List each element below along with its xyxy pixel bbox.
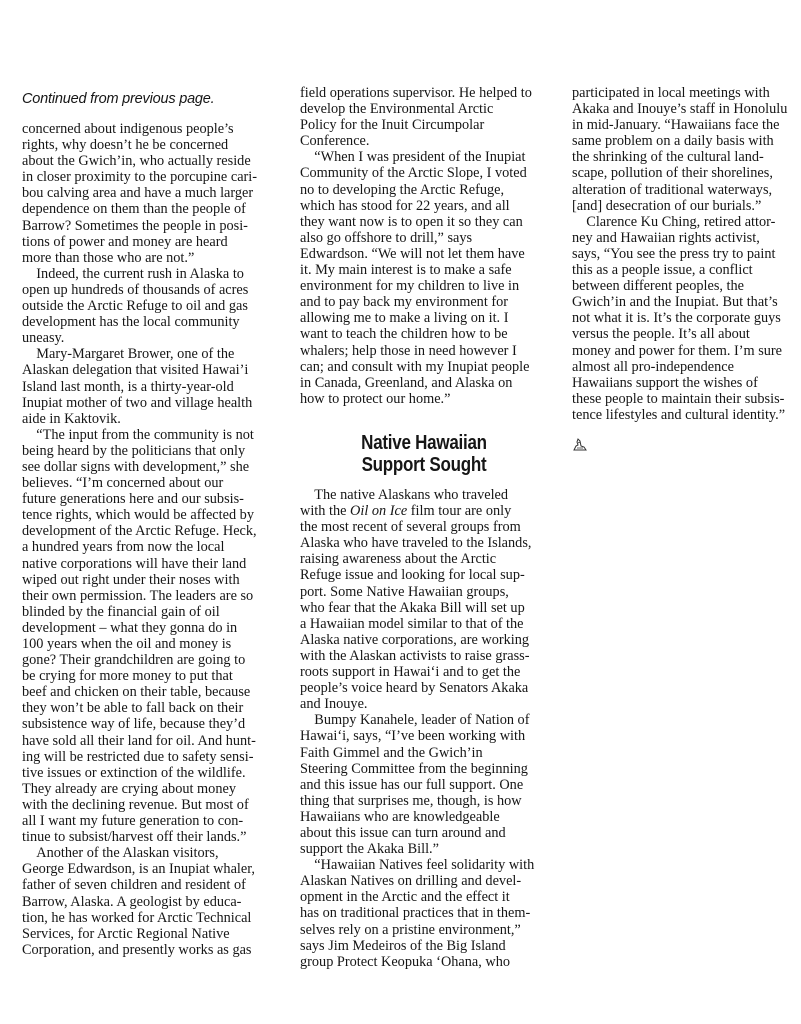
text-line: tinue to subsist/harvest off their lands.” bbox=[22, 829, 247, 846]
text-line: how to protect our home.” bbox=[300, 390, 451, 407]
text-line: with the Alaskan activists to raise grass- bbox=[300, 647, 530, 664]
text-line: They already are crying about money bbox=[22, 780, 236, 797]
text-line: it. My main interest is to make a safe bbox=[300, 262, 512, 279]
text-line: open up hundreds of thousands of acres bbox=[22, 281, 249, 298]
text-line: tion, he has worked for Arctic Technical bbox=[22, 909, 252, 926]
text-line: ney and Hawaiian rights activist, bbox=[572, 229, 760, 246]
continued-label: Continued from previous page. bbox=[22, 91, 215, 107]
text-line: the most recent of several groups from bbox=[300, 519, 521, 536]
text-line: all I want my future generation to con- bbox=[22, 813, 244, 830]
text-line: “When I was president of the Inupiat bbox=[300, 149, 526, 166]
text-line: Services, for Arctic Regional Native bbox=[22, 925, 230, 942]
text-line: not what it is. It’s the corporate guys bbox=[572, 310, 781, 327]
column-2-lower bbox=[300, 487, 548, 970]
text-line: Hawaiians who are knowledgeable bbox=[300, 808, 500, 825]
text-line: environment for my children to live in bbox=[300, 278, 520, 295]
text-line: “Hawaiian Natives feel solidarity with bbox=[300, 857, 535, 874]
text-line: gone? Their grandchildren are going to bbox=[22, 652, 246, 669]
column-3 bbox=[572, 85, 794, 423]
film-line bbox=[300, 503, 548, 519]
text-line: and this issue has our full support. One bbox=[300, 776, 524, 793]
column-2 bbox=[300, 85, 548, 407]
text-line: aide in Kaktovik. bbox=[22, 410, 121, 427]
text-line: they won’t be able to fall back on their bbox=[22, 700, 244, 717]
text-line: future generations here and our subsis- bbox=[22, 491, 244, 508]
text-line: same problem on a daily basis with bbox=[572, 133, 774, 150]
section-heading-line-1: Native Hawaiian bbox=[361, 432, 487, 454]
text-line: [and] desecration of our burials.” bbox=[572, 197, 762, 214]
text-line: Alaska who have traveled to the Islands, bbox=[300, 535, 532, 552]
text-line: 100 years when the oil and money is bbox=[22, 636, 232, 652]
text-line: dependence on them than the people of bbox=[22, 201, 246, 218]
text-line: a hundred years from now the local bbox=[22, 539, 225, 556]
text-line: ing will be restricted due to safety sensi- bbox=[22, 748, 254, 765]
section-heading bbox=[319, 432, 530, 476]
text-line: which has stood for 22 years, and all bbox=[300, 197, 510, 214]
text-line: can; and consult with my Inupiat people bbox=[300, 358, 530, 375]
text-line: father of seven children and resident of bbox=[22, 877, 246, 894]
text-line: Policy for the Inuit Circumpolar bbox=[300, 117, 485, 134]
text-line: participated in local meetings with bbox=[572, 85, 770, 101]
text-line: about this issue can turn around and bbox=[300, 824, 506, 841]
text-line: rights, why doesn’t he be concerned bbox=[22, 137, 229, 154]
text-line: Alaska native corporations, are working bbox=[300, 631, 530, 648]
text-line: about the Gwich’in, who actually reside bbox=[22, 153, 251, 170]
text-line: a Hawaiian model similar to that of the bbox=[300, 615, 524, 632]
text-line: in Canada, Greenland, and Alaska on bbox=[300, 374, 513, 391]
text-line: tions of power and money are heard bbox=[22, 233, 228, 250]
text-line: development has the local community bbox=[22, 314, 240, 331]
text-line: development of the Arctic Refuge. Heck, bbox=[22, 523, 257, 540]
text-line: Gwich’in and the Inupiat. But that’s bbox=[572, 294, 778, 311]
text-line: raising awareness about the Arctic bbox=[300, 551, 497, 568]
text-line: almost all pro-independence bbox=[572, 358, 734, 375]
text-line: development – what they gonna do in bbox=[22, 619, 238, 636]
text-line: these people to maintain their subsis- bbox=[572, 390, 785, 407]
text-line: native corporations will have their land bbox=[22, 555, 247, 572]
text-line: George Edwardson, is an Inupiat whaler, bbox=[22, 861, 256, 878]
text-line: has on traditional practices that in them- bbox=[300, 905, 531, 922]
text-line: being heard by the politicians that only bbox=[22, 442, 246, 459]
end-mark-icon bbox=[572, 436, 588, 452]
text-line: Conference. bbox=[300, 133, 370, 150]
text-line: The native Alaskans who traveled bbox=[300, 487, 509, 503]
text-line: money and power for them. I’m sure bbox=[572, 342, 783, 359]
text-line: between different peoples, the bbox=[572, 278, 745, 295]
text-line: whalers; help those in need however I bbox=[300, 342, 517, 359]
text-line: outside the Arctic Refuge to oil and gas bbox=[22, 298, 248, 315]
text-line: roots support in Hawai‘i and to get the bbox=[300, 664, 521, 681]
text-line: Inupiat mother of two and village health bbox=[22, 394, 253, 411]
text-line: wiped out right under their noses with bbox=[22, 571, 240, 588]
text-line: believes. “I’m concerned about our bbox=[22, 475, 224, 492]
text-line: Faith Gimmel and the Gwich’in bbox=[300, 744, 483, 761]
text-line: develop the Environmental Arctic bbox=[300, 101, 494, 118]
text-line: Steering Committee from the beginning bbox=[300, 760, 528, 777]
text-line: versus the people. It’s all about bbox=[572, 326, 750, 343]
text-line: Hawai‘i, says, “I’ve been working with bbox=[300, 728, 526, 745]
text-line: subsistence way of life, because they’d bbox=[22, 716, 246, 733]
text-line: tive issues or extinction of the wildlife. bbox=[22, 764, 246, 781]
text-line: allowing me to make a living on it. I bbox=[300, 310, 509, 327]
text-line: opment in the Arctic and the effect it bbox=[300, 889, 510, 906]
text-line: people’s voice heard by Senators Akaka bbox=[300, 680, 529, 697]
text-line: blinded by the financial gain of oil bbox=[22, 603, 220, 620]
text-line: Hawaiians support the wishes of bbox=[572, 374, 758, 391]
text-line: says, “You see the press try to paint bbox=[572, 245, 776, 262]
text-line: says Jim Medeiros of the Big Island bbox=[300, 937, 506, 954]
text-line: no to developing the Arctic Refuge, bbox=[300, 181, 505, 198]
text-line: Edwardson. “We will not let them have bbox=[300, 245, 525, 262]
text-line: see dollar signs with development,” she bbox=[22, 458, 250, 475]
text-line: concerned about indigenous people’s bbox=[22, 121, 234, 137]
text-line: and to pay back my environment for bbox=[300, 294, 509, 311]
text-line: Mary-Margaret Brower, one of the bbox=[22, 346, 235, 363]
text-line: Akaka and Inouye’s staff in Honolulu bbox=[572, 101, 788, 118]
text-line: beef and chicken on their table, because bbox=[22, 684, 251, 701]
text-line: Indeed, the current rush in Alaska to bbox=[22, 265, 244, 282]
text-line: selves rely on a pristine environment,” bbox=[300, 921, 521, 938]
text-line: tence rights, which would be affected by bbox=[22, 507, 254, 524]
text-line: support the Akaka Bill.” bbox=[300, 841, 439, 858]
text-line: this as a people issue, a conflict bbox=[572, 262, 753, 279]
text-line: tence lifestyles and cultural identity.” bbox=[572, 406, 786, 423]
section-heading-line-2: Support Sought bbox=[361, 454, 487, 476]
text-line: Corporation, and presently works as gas bbox=[22, 941, 252, 958]
text-line: field operations supervisor. He helped to bbox=[300, 85, 532, 101]
text-line: in closer proximity to the porcupine cari- bbox=[22, 169, 258, 186]
text-line: “The input from the community is not bbox=[22, 426, 254, 443]
text-line: their own permission. The leaders are so bbox=[22, 587, 254, 604]
text-line: be crying for more money to put that bbox=[22, 668, 233, 685]
text-line: port. Some Native Hawaiian groups, bbox=[300, 583, 509, 600]
film-line-pre: with the bbox=[300, 503, 351, 520]
text-line: Alaskan Natives on drilling and devel- bbox=[300, 873, 522, 890]
text-line: also go offshore to drill,” says bbox=[300, 229, 473, 246]
text-line: Island last month, is a thirty-year-old bbox=[22, 378, 234, 395]
text-line: thing that surprises me, though, is how bbox=[300, 792, 522, 809]
text-line: the shrinking of the cultural land- bbox=[572, 149, 764, 166]
text-line: more than those who are not.” bbox=[22, 249, 195, 266]
text-line: Community of the Arctic Slope, I voted bbox=[300, 165, 527, 182]
text-line: Alaskan delegation that visited Hawai’i bbox=[22, 362, 249, 379]
film-line-post: film tour are only bbox=[407, 503, 512, 520]
text-line: alteration of traditional waterways, bbox=[572, 181, 773, 198]
text-line: group Protect Keopuka ‘Ohana, who bbox=[300, 953, 511, 970]
text-line: scape, pollution of their shorelines, bbox=[572, 165, 773, 182]
text-line: they want now is to open it so they can bbox=[300, 213, 523, 230]
text-line: have sold all their land for oil. And hunt- bbox=[22, 732, 256, 749]
text-line: who fear that the Akaka Bill will set up bbox=[300, 599, 525, 616]
text-line: with the declining revenue. But most of bbox=[22, 796, 249, 813]
text-line: in mid-January. “Hawaiians face the bbox=[572, 117, 780, 134]
text-line: Another of the Alaskan visitors, bbox=[22, 845, 219, 862]
text-line: Clarence Ku Ching, retired attor- bbox=[572, 213, 776, 230]
text-line: bou calving area and have a much larger bbox=[22, 185, 254, 202]
column-1 bbox=[22, 121, 277, 958]
text-line: and Inouye. bbox=[300, 696, 368, 713]
text-line: Bumpy Kanahele, leader of Nation of bbox=[300, 712, 530, 729]
text-line: uneasy. bbox=[22, 330, 65, 347]
text-line: Barrow? Sometimes the people in posi- bbox=[22, 217, 248, 234]
text-line: Refuge issue and looking for local sup- bbox=[300, 567, 525, 584]
film-title: Oil on Ice bbox=[350, 503, 408, 520]
text-line: want to teach the children how to be bbox=[300, 326, 508, 343]
text-line: Barrow, Alaska. A geologist by educa- bbox=[22, 893, 242, 910]
